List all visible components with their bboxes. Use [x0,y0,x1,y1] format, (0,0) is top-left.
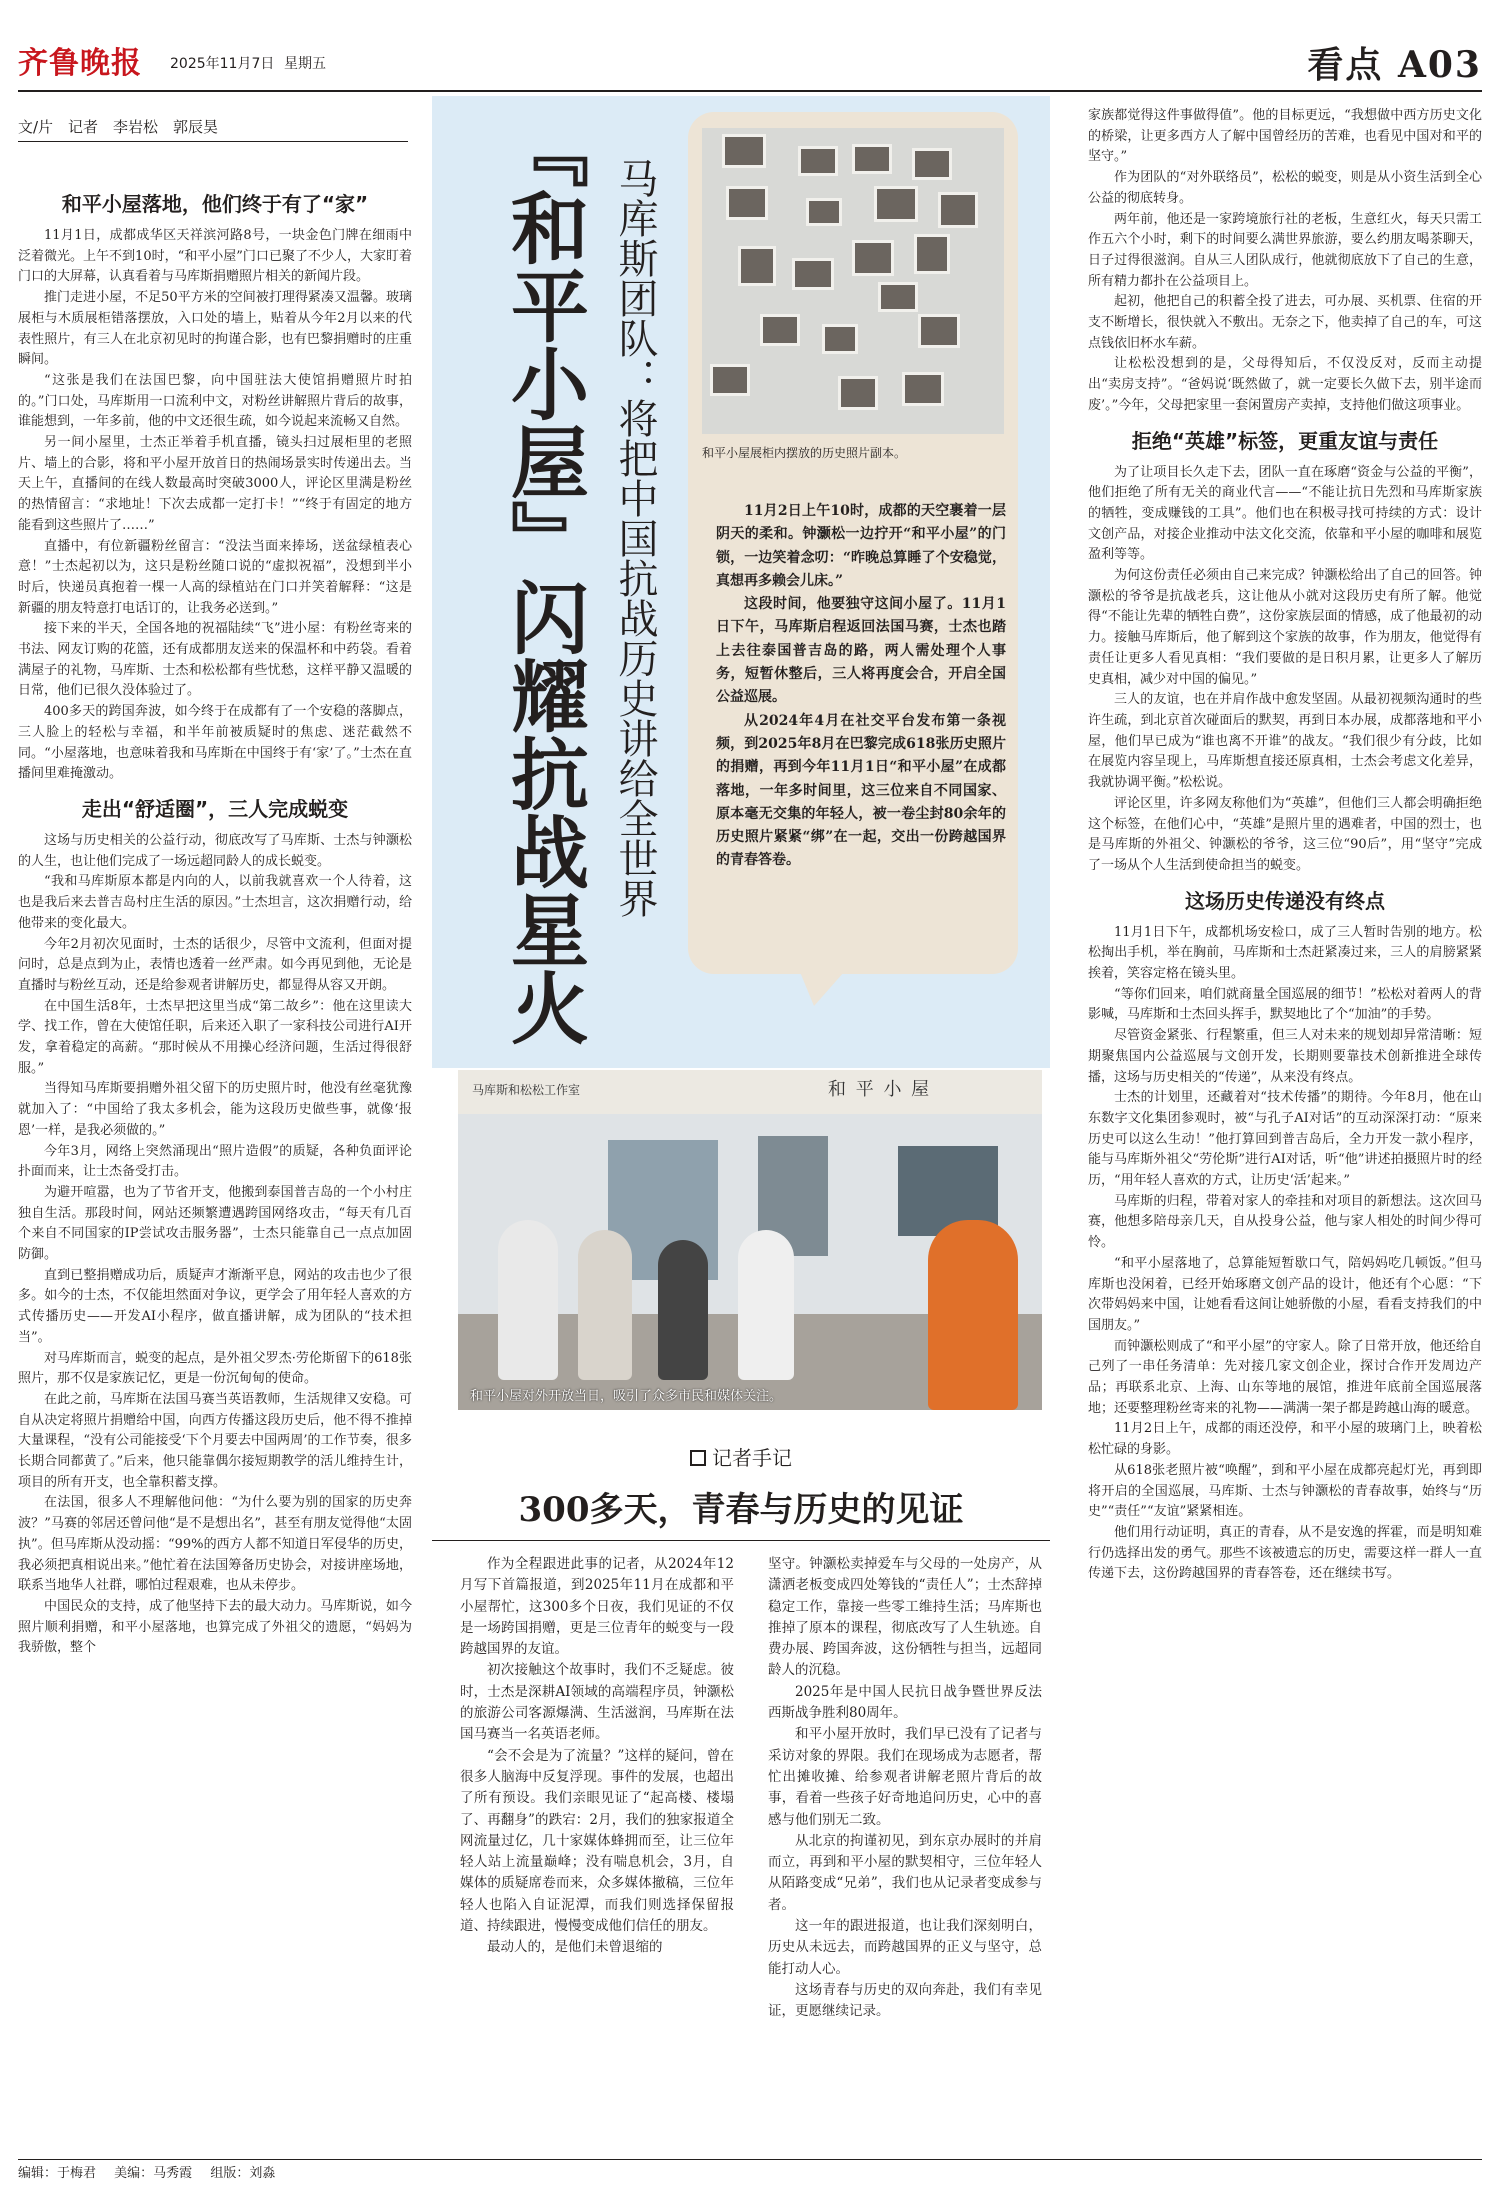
paragraph: 今年3月，网络上突然涌现出“照片造假”的质疑，各种负面评论扑面而来，让士杰备受打击。 [18,1143,412,1180]
photo-frame [918,314,960,348]
paragraph: 他们用行动证明，真正的青春，从不是安逸的挥霍，而是明知难行仍选择出发的勇气。那些不该被遗忘的历史，需要这样一群人一直传递下去，这份跨越国界的青春答卷，还在继续书写。 [1088,1525,1482,1582]
paragraph: 在此之前，马库斯在法国马赛当英语教师，生活规律又安稳。可自从决定将照片捐赠给中国，向西方传播这段历史后，他不得不推掉大量课程，“没有公司能接受‘下个月要去中国两周’的工作节奏，很多长期合同都黄了。”后来，他只能靠偶尔接短期教学的活儿维持生计，项目的所有开支，也全靠积蓄支撑。 [18,1391,412,1490]
visitor-figure [658,1240,708,1380]
designer-credit: 美编：马秀霞 [114,2166,193,2181]
paragraph: 这段时间，他要独守这间小屋了。11月1日下午，马库斯启程返回法国马赛，士杰也踏上去往泰国普吉岛的路，两人需处理个人事务，短暂休整后，三人将再度会合，开启全国公益巡展。 [716,596,1006,706]
photo-caption: 和平小屋对外开放当日，吸引了众多市民和媒体关注。 [470,1389,783,1404]
header-rule [18,90,1482,92]
photo-frame [760,314,800,346]
paragraph: “这张是我们在法国巴黎，向中国驻法大使馆捐赠照片时拍的。”门口处，马库斯用一口流利中文，对粉丝讲解照片背后的故事，谁能想到，一年多前，他的中文还很生疏，如今说起来流畅又自然。 [18,372,412,430]
sub-headline: 马库斯团队：将把中国抗战历史讲给全世界 [612,158,658,918]
paragraph: 最动人的，是他们未曾退缩的 [487,1939,663,1956]
paragraph: 三人的友谊，也在并肩作战中愈发坚固。从最初视频沟通时的些许生疏，到北京首次碰面后的默契，再到日本办展，成都落地和平小屋，他们早已成为“谁也离不开谁”的战友。“我们很少有分歧，比如在展览内容呈现上，马库斯想直接还原真相，士杰会考虑文化差异，我就协调平衡。”松松说。 [1088,692,1482,791]
paragraph: 为了让项目长久走下去，团队一直在琢磨“资金与公益的平衡”，他们拒绝了所有无关的商业代言——“不能让抗日先烈和马库斯家族的牺牲，变成赚钱的工具”。他们也在积极寻找可持续的方式：设计文创产品，对接企业推动中法文化交流，依靠和平小屋的咖啡和展览盈利等等。 [1088,464,1482,563]
editor-credit: 编辑：于梅君 [18,2166,97,2181]
paragraph: 推门走进小屋，不足50平方米的空间被打理得紧凑又温馨。玻璃展柜与木质展柜错落摆放，入口处的墙上，贴着从今年2月以来的代表性照片，有三人在北京初见时的拘谨合影，也有巴黎捐赠时的庄重瞬间。 [18,290,412,368]
paragraph: 士杰的计划里，还藏着对“技术传播”的期待。今年8月，他在山东数字文化集团参观时，被“与孔子AI对话”的互动深深打动：“原来历史可以这么生动！”他打算回到普吉岛后，全力开发一款小程序，能与马库斯外祖父“劳伦斯”进行AI对话，听“他”讲述拍摄照片时的经历，“用年轻人喜欢的方式，让历史‘活’起来。” [1088,1090,1482,1189]
page-header [18,44,1482,94]
paragraph: 为何这份责任必须由自己来完成？钟灏松给出了自己的回答。钟灏松的爷爷是抗战老兵，这让他从小就对这段历史有所了解。他觉得“不能让先辈的牺牲白费”，这份家族层面的情感，成了他最初的动力。接触马库斯后，他了解到这个家族的故事，作为朋友，他觉得有责任让更多人看见真相：“我们要做的是日积月累，让更多人了解历史真相，减少对中国的偏见。” [1088,568,1482,687]
photo-frame [938,192,978,228]
section-heading: 这场历史传递没有终点 [1185,888,1385,913]
paragraph: 对马库斯而言，蜕变的起点，是外祖父罗杰·劳伦斯留下的618张照片，那不仅是家族记忆，更是一份沉甸甸的使命。 [18,1350,412,1387]
paragraph: 11月1日下午，成都机场安检口，成了三人暂时告别的地方。松松掏出手机，举在胸前，马库斯和士杰赶紧凑过来，三人的肩膀紧紧挨着，笑容定格在镜头里。 [1088,924,1482,982]
storefront-sign-left: 马库斯和松松工作室 [472,1083,581,1097]
photo-frame [838,376,878,410]
paragraph: “我和马库斯原本都是内向的人，以前我就喜欢一个人待着，这也是我后来去普吉岛村庄生活的原因。”士杰坦言，这次捐赠行动，给他带来的变化最大。 [18,874,412,931]
photo-frame [914,234,950,274]
photo-caption: 和平小屋展柜内摆放的历史照片副本。 [702,446,907,460]
paragraph: 今年2月初次见面时，士杰的话很少，尽管中文流利，但面对提问时，总是点到为止，表情也透着一丝严肃。如今再见到他，无论是直播时与粉丝互动，还是给参观者讲解历史，都显得从容又开朗。 [18,936,412,993]
photo-frame [852,144,892,174]
photo-frame [806,198,842,226]
paragraph: 当得知马库斯要捐赠外祖父留下的历史照片时，他没有丝毫犹豫就加入了：“中国给了我太多机会，能为这段历史做些事，就像‘报恩’一样，是我必须做的。” [18,1081,412,1138]
paragraph: 直播中，有位新疆粉丝留言：“没法当面来捧场，送盆绿植表心意！”士杰起初以为，这只是粉丝随口说的“虚拟祝福”，没想到半小时后，快递员真抱着一棵一人高的绿植站在门口并笑着解释：“这是新疆的朋友特意打电话订的，让我务必送到。” [18,538,412,616]
byline: 文/片 记者 李岩松 郭辰昊 [18,116,408,142]
paragraph: 11月1日，成都成华区天祥滨河路8号，一块金色门牌在细雨中泛着微光。上午不到10时，“和平小屋”门口已聚了不少人，大家盯着门口的大屏幕，认真看着与马库斯捐赠照片相关的新闻片段。 [18,228,412,285]
feature-lead-text [716,500,1006,873]
photo-frame [792,258,834,290]
paragraph: 两年前，他还是一家跨境旅行社的老板，生意红火，每天只需工作五六个小时，剩下的时间要么满世界旅游，要么约朋友喝茶聊天，日子过得很滋润。自从三人团队成行，他就彻底放下了自己的生意，所有精力都扑在公益项目上。 [1088,211,1482,289]
section-heading: 拒绝“英雄”标签，更重友谊与责任 [1131,428,1439,453]
photo-frame [822,324,858,354]
layout-credit: 组版：刘淼 [210,2166,276,2181]
main-headline: 『和平小屋』闪耀抗战星火 [498,110,589,1046]
issue-date: 2025年11月7日 [170,56,275,72]
paragraph: “和平小屋落地了，总算能短暂歇口气，陪妈妈吃几顿饭。”但马库斯也没闲着，已经开始琢磨文创产品的设计，他还有个心愿：“下次带妈妈来中国，让她看看这间让她骄傲的小屋，看看支持我们的中国朋友。” [1088,1255,1482,1333]
visitor-figure [738,1230,794,1380]
issue-weekday: 星期五 [284,56,326,72]
photo-frame [738,246,776,286]
paragraph: 从北京的拘谨初见，到东京办展时的并肩而立，再到和平小屋的默契相守，三位年轻人从陌路变成“兄弟”，我们也从记录者变成参与者。 [768,1832,1042,1913]
footer-rule [18,2159,1482,2160]
notebook-column-right [768,1554,1042,2164]
paragraph: 2025年是中国人民抗日战争暨世界反法西斯战争胜利80周年。 [768,1683,1042,1722]
column-label: 记者手记 [712,1446,792,1470]
paragraph: 作为团队的“对外联络员”，松松的蜕变，则是从小资生活到全心公益的彻底转身。 [1088,170,1482,206]
right-article-column [1088,106,1482,2156]
photo-frame [902,372,944,406]
notebook-column-left [460,1554,734,2164]
paragraph: 坚守。钟灏松卖掉爱车与父母的一处房产，从潇洒老板变成四处筹钱的“责任人”；士杰辞掉稳定工作，靠接一些零工维持生活；马库斯也推掉了原本的课程，彻底改写了人生轨迹。自费办展、跨国奔波，这份牺牲与担当，远超同龄人的沉稳。 [768,1556,1042,1679]
notebook-title: 300多天，青春与历史的见证 [518,1490,964,1530]
page-number: 看点 A03 [1307,44,1482,86]
masthead-logo: 齐鲁晚报 [18,46,142,81]
paragraph: 接下来的半天，全国各地的祝福陆续“飞”进小屋：有粉丝寄来的书法、网友订购的花篮，还有成都朋友送来的保温杯和中药袋。看着满屋子的礼物，马库斯、士杰和松松都有些忧愁，这样平静又温暖的日常，他们已很久没体验过了。 [18,621,412,699]
paragraph: 而钟灏松则成了“和平小屋”的守家人。除了日常开放，他还给自己列了一串任务清单：先对接几家文创企业，探讨合作开发周边产品；再联系北京、上海、山东等地的展馆，推进年底前全国巡展落地；还要整理粉丝寄来的礼物——满满一架子都是跨越山海的暖意。 [1088,1338,1482,1416]
paragraph: 为避开喧嚣，也为了节省开支，他搬到泰国普吉岛的一个小村庄独自生活。那段时间，网站还频繁遭遇跨国网络攻击，“每天有几百个来自不同国家的IP尝试攻击服务器”，士杰只能靠自己一点点加固防御。 [18,1184,412,1263]
paragraph: 这一年的跟进报道，也让我们深刻明白，历史从未远去，而跨越国界的正义与坚守，总能打动人心。 [768,1918,1042,1977]
storefront-sign-right: 和 平 小 屋 [828,1079,932,1100]
paragraph: 尽管资金紧张、行程繁重，但三人对未来的规划却异常清晰：短期聚焦国内公益巡展与文创开发，长期则要靠技术创新推进全球传播，这场与历史相关的“传递”，从来没有终点。 [1088,1028,1482,1085]
visitor-figure [498,1220,558,1380]
photo-frame [710,364,750,396]
notebook-icon [690,1450,706,1466]
photo-frame [912,148,952,180]
speech-bubble-tail [800,972,844,1006]
paragraph: 11月2日上午10时，成都的天空裹着一层阴天的柔和。钟灏松一边拧开“和平小屋”的门锁，一边笑着念叨：“昨晚总算睡了个安稳觉，真想再多赖会儿床。” [716,503,1006,589]
paragraph: 评论区里，许多网友称他们为“英雄”，但他们三人都会明确拒绝这个标签，在他们心中，“英雄”是照片里的遇难者，中国的烈士，也是马库斯的外祖父、钟灏松的爷爷，这三位“90后”，用“坚守”完成了一场从个人生活到使命担当的蜕变。 [1088,795,1482,873]
paragraph: 让松松没想到的是，父母得知后，不仅没反对，反而主动提出“卖房支持”。“爸妈说‘既然做了，就一定要长久做下去，别半途而废’。”今年，父母把家里一套闲置房产卖掉，支持他们做这项事业。 [1088,356,1482,413]
photo-frame [798,146,838,176]
paragraph: 另一间小屋里，士杰正举着手机直播，镜头扫过展柜里的老照片、墙上的合影，将和平小屋开放首日的热闹场景实时传递出去。当天上午，直播间的在线人数最高时突破3000人，评论区里满是粉丝的热情留言：“求地址！下次去成都一定打卡！”“终于有固定的地方能看到这些照片了……” [18,435,412,533]
paragraph: 在法国，很多人不理解他问他：“为什么要为别的国家的历史奔波？”马赛的邻居还曾问他“是不是想出名”，甚至有朋友觉得他“太固执”。但马库斯从没动摇：“99%的西方人都不知道日军侵华的历史，我必须把真相说出来。”他忙着在法国筹备历史协会，对接讲座场地，联系当地华人社群，哪怕过程艰难，也从未停步。 [18,1495,412,1594]
paragraph: 这场青春与历史的双向奔赴，我们有幸见证，更愿继续记录。 [768,1981,1042,2020]
paragraph: “会不会是为了流量？”这样的疑问，曾在很多人脑海中反复浮现。事件的发展，也超出了所有预设。我们亲眼见证了“起高楼、楼塌了、再翻身”的跌宕：2月，我们的独家报道全网流量过亿，几十家媒体蜂拥而至，让三位年轻人站上流量巅峰；没有喘息机会，3月，自媒体的质疑席卷而来，众多媒体撤稿，三位年轻人也陷入自证泥潭，而我们则选择保留报道、持续跟进，慢慢变成他们信任的朋友。 [460,1747,734,1935]
left-article-column [18,180,412,2160]
photo-wall-image [702,128,1004,434]
paragraph: 这场与历史相关的公益行动，彻底改写了马库斯、士杰与钟灏松的人生，也让他们完成了一场远超同龄人的成长蜕变。 [18,832,412,869]
paragraph: 在中国生活8年，士杰早把这里当成“第二故乡”：他在这里读大学、找工作，曾在大使馆任职，后来还入职了一家科技公司进行AI开发，拿着稳定的高薪。“那时候从不用操心经济问题，生活过得很舒服。” [18,998,412,1076]
peace-house-photo [458,1070,1042,1410]
paragraph: 400多天的跨国奔波，如今终于在成都有了一个安稳的落脚点，三人脸上的轻松与幸福，和半年前被质疑时的焦虑、迷茫截然不同。“小屋落地，也意味着我和马库斯在中国终于有‘家’了。”士杰在直播间里难掩激动。 [18,704,412,782]
photo-frame [878,282,918,312]
paragraph: 直到已整捐赠成功后，质疑声才渐渐平息，网站的攻击也少了很多。如今的士杰，不仅能坦然面对争议，更学会了用年轻人喜欢的方式传播历史——开发AI小程序，做直播讲解，成为团队的“技术担当”。 [18,1267,412,1345]
notebook-rule [432,1540,1050,1541]
paragraph: 11月2日上午，成都的雨还没停，和平小屋的玻璃门上，映着松松忙碌的身影。 [1088,1421,1482,1458]
section-heading: 和平小屋落地，他们终于有了“家” [61,192,369,216]
visitor-figure [578,1230,632,1380]
paragraph: 和平小屋开放时，我们早已没有了记者与采访对象的界限。我们在现场成为志愿者，帮忙出摊收摊、给参观者讲解老照片背后的故事，看着一些孩子好奇地追问历史，心中的喜感与他们别无二致。 [768,1726,1042,1828]
paragraph: 中国民众的支持，成了他坚持下去的最大动力。马库斯说，如今照片顺利捐赠，和平小屋落地，也算完成了外祖父的遗愿，“妈妈为我骄傲，整个 [18,1599,412,1656]
section-heading: 走出“舒适圈”，三人完成蜕变 [81,796,349,821]
paragraph: “等你们回来，咱们就商量全国巡展的细节！”松松对着两人的背影喊，马库斯和士杰回头挥手，默契地比了个“加油”的手势。 [1088,986,1482,1023]
paragraph: 家族都觉得这件事做得值”。他的目标更远，“我想做中西方历史文化的桥梁，让更多西方人了解中国曾经历的苦难，也看见中国对和平的坚守。” [1088,108,1482,165]
paragraph: 作为全程跟进此事的记者，从2024年12月写下首篇报道，到2025年11月在成都和平小屋帮忙，这300多个日夜，我们见证的不仅是一场跨国捐赠，更是三位青年的蜕变与一段跨越国界的友谊。 [460,1556,734,1658]
photo-frame [874,186,918,222]
page-footer [18,2164,289,2184]
photo-frame [722,134,766,168]
photo-frame [726,186,768,220]
paragraph: 马库斯的归程，带着对家人的牵挂和对项目的新想法。这次回马赛，他想多陪母亲几天，自从投身公益，他与家人相处的时间少得可怜。 [1088,1193,1482,1251]
paragraph: 从2024年4月在社交平台发布第一条视频，到2025年8月在巴黎完成618张历史照片的捐赠，再到今年11月1日“和平小屋”在成都落地，一年多时间里，这三位来自不同国家、原本毫无交集的年轻人，被一卷尘封80余年的历史照片紧紧“绑”在一起，交出一份跨越国界的青春答卷。 [716,712,1006,869]
paragraph: 起初，他把自己的积蓄全投了进去，可办展、买机票、住宿的开支不断增长，很快就入不敷出。无奈之下，他卖掉了自己的车，可这点钱依旧杯水车薪。 [1088,294,1482,351]
paragraph: 从618张老照片被“唤醒”，到和平小屋在成都亮起灯光，再到即将开启的全国巡展，马库斯、士杰与钟灏松的青春故事，始终与“历史”“责任”“友谊”紧紧相连。 [1088,1462,1482,1520]
volunteer-figure [928,1220,1018,1410]
photo-frame [852,240,894,276]
paragraph: 初次接触这个故事时，我们不乏疑虑。彼时，士杰是深耕AI领域的高端程序员，钟灏松的旅游公司客源爆满、生活滋润，马库斯在法国马赛当一名英语老师。 [460,1662,734,1743]
